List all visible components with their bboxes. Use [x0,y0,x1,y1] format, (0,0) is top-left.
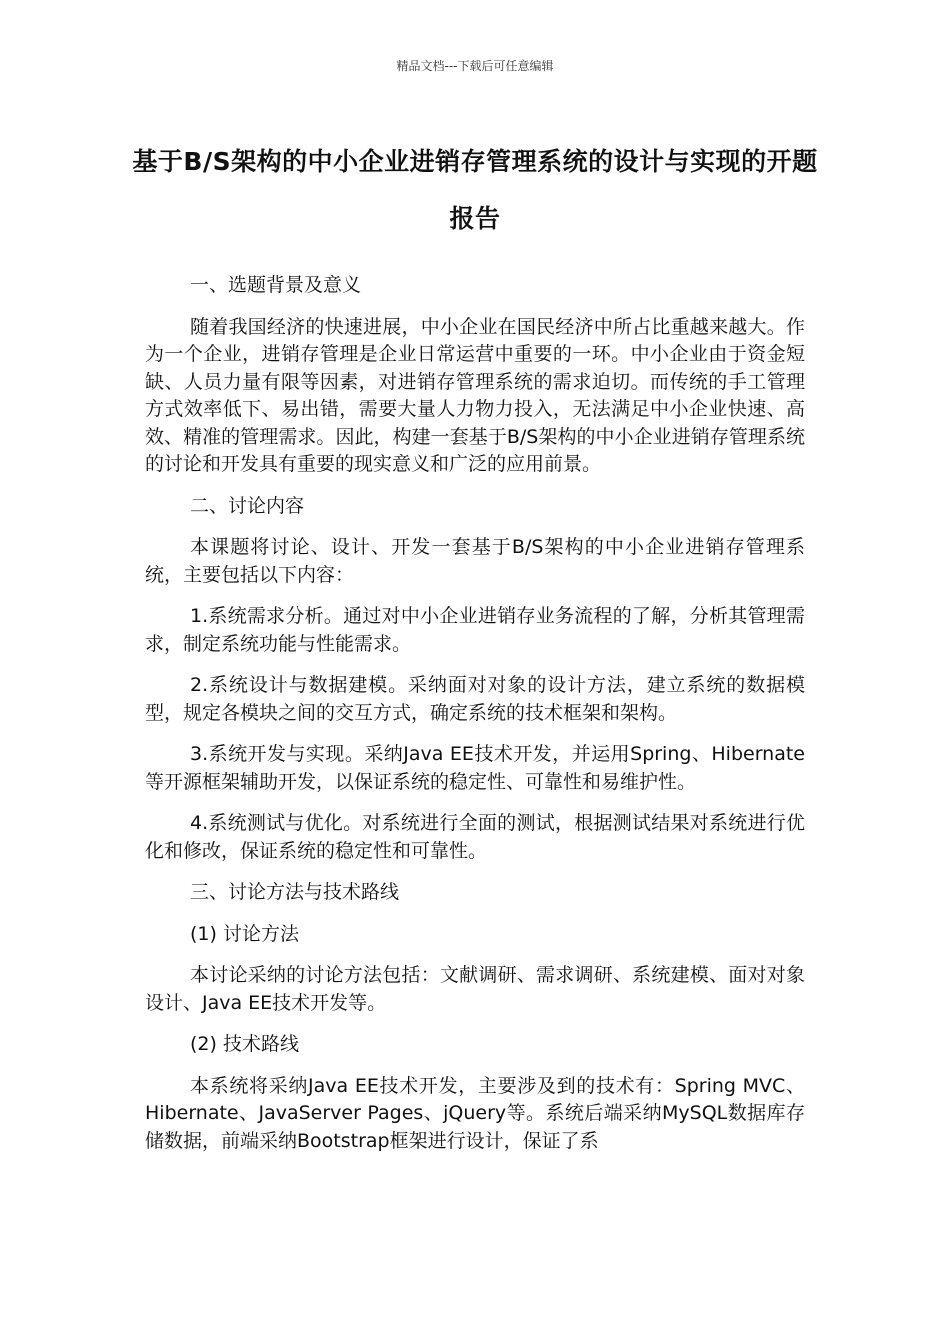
body-paragraph: 本课题将讨论、设计、开发一套基于B/S架构的中小企业进销存管理系统，主要包括以下内容： [145,536,805,586]
document-title: 基于B/S架构的中小企业进销存管理系统的设计与实现的开题报告 [132,147,818,233]
body-paragraph: 本讨论采纳的讨论方法包括：文献调研、需求调研、系统建模、面对对象设计、Java EE技术开发等。 [145,964,805,1014]
body-paragraph: 2.系统设计与数据建模。采纳面对对象的设计方法，建立系统的数据模型，规定各模块之间的交互方式，确定系统的技术框架和架构。 [145,674,805,724]
section-heading: 一、选题背景及意义 [190,274,362,296]
section-heading: 二、讨论内容 [190,494,305,517]
page-header: 精品文档---下载后可任意编辑 [396,59,554,73]
body-paragraph: 随着我国经济的快速进展，中小企业在国民经济中所占比重越来越大。作为一个企业，进销存管理是企业日常运营中重要的一环。中小企业由于资金短缺、人员力量有限等因素，对进销存管理系统的需求迫切。而传统的手工管理方式效率低下、易出错，需要大量人力物力投入，无法满足中小企业快速、高效、精准的管理需求。因此，构建一套基于B/S架构的中小企业进销存管理系统的讨论和开发具有重要的现实意义和广泛的应用前景。 [145,315,805,475]
section-heading: (2) 技术路线 [190,1033,299,1055]
body-paragraph: 3.系统开发与实现。采纳Java EE技术开发，并运用Spring、Hibernate等开源框架辅助开发，以保证系统的稳定性、可靠性和易维护性。 [145,743,805,793]
body-paragraph: 4.系统测试与优化。对系统进行全面的测试，根据测试结果对系统进行优化和修改，保证系统的稳定性和可靠性。 [145,812,805,862]
section-heading: (1) 讨论方法 [190,922,299,945]
document-body [145,272,805,1169]
section-heading: 三、讨论方法与技术路线 [190,881,400,903]
body-paragraph: 本系统将采纳Java EE技术开发，主要涉及到的技术有：Spring MVC、Hibernate、JavaServer Pages、jQuery等。系统后端采纳MySQL数据库存储数据，前端采纳Bootstrap框架进行设计，保证了系 [145,1074,805,1152]
body-paragraph: 1.系统需求分析。通过对中小企业进销存业务流程的了解，分析其管理需求，制定系统功能与性能需求。 [145,605,805,655]
